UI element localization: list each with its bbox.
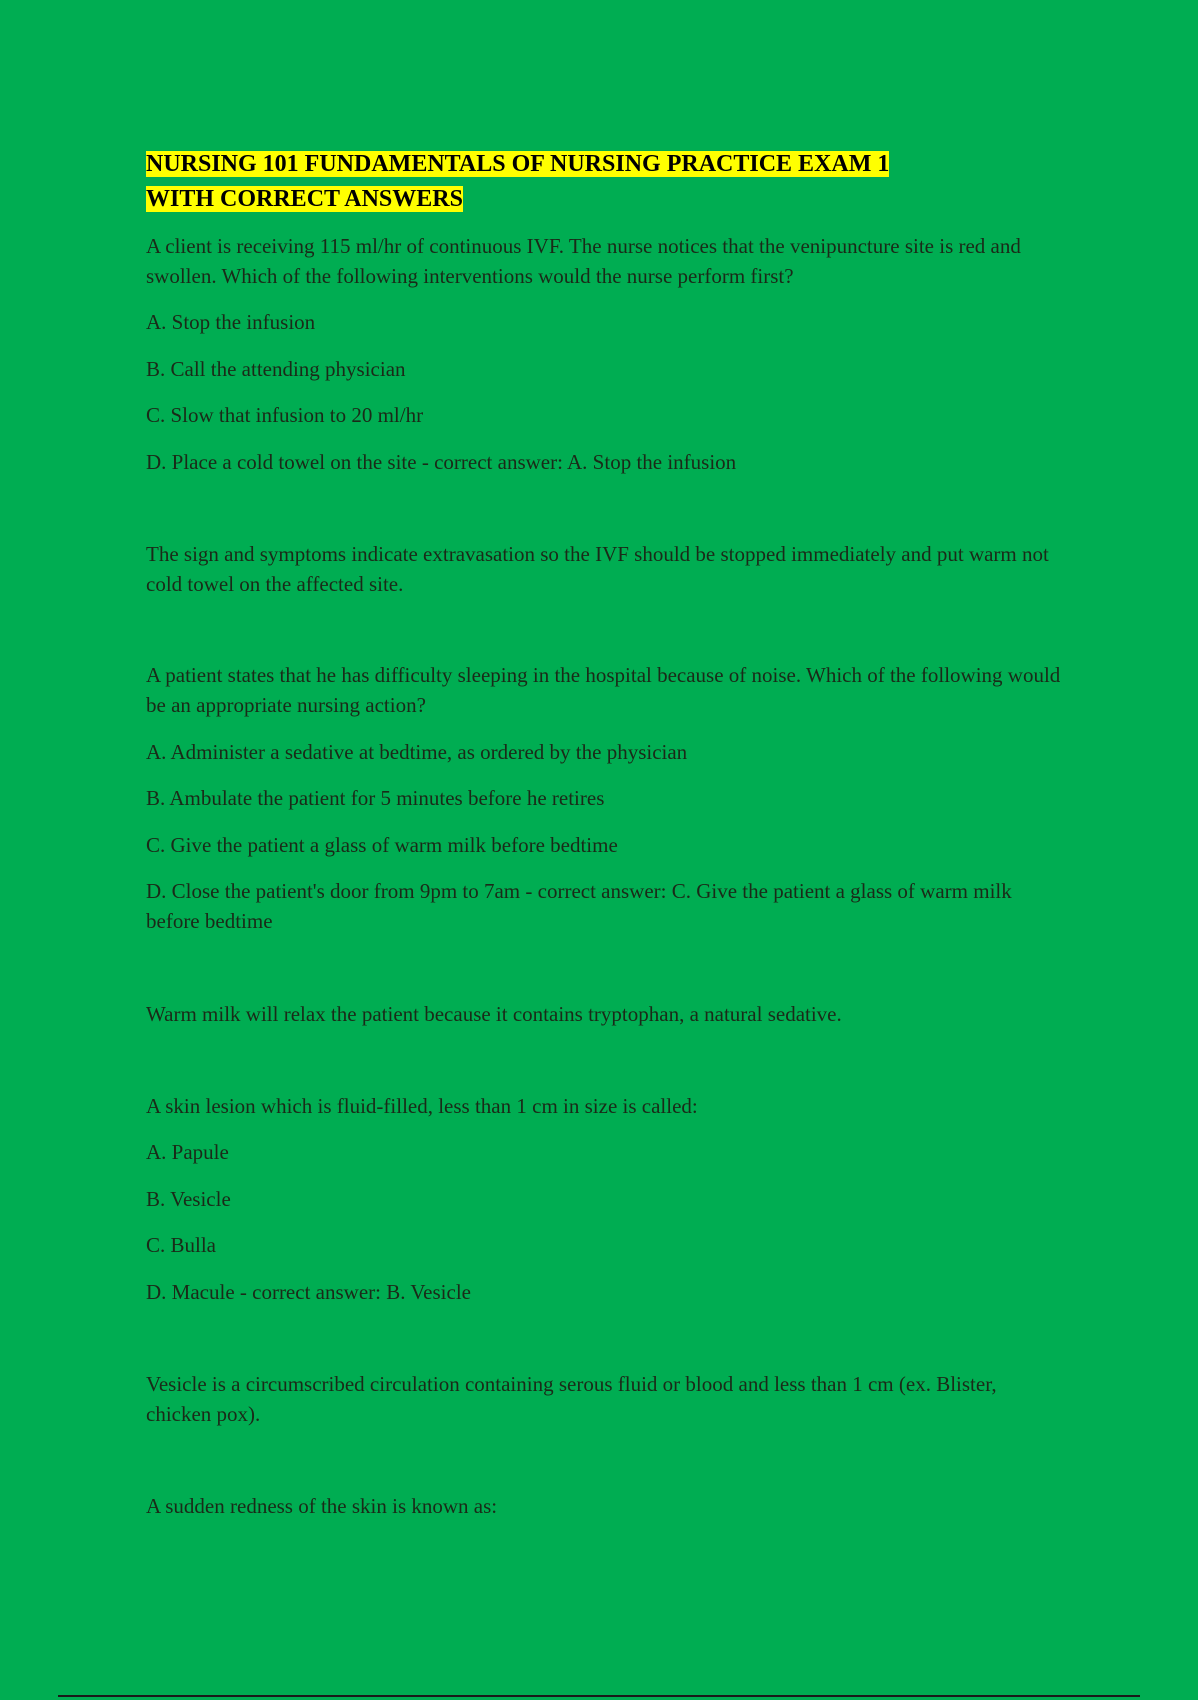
q3-rationale: Vesicle is a circumscribed circulation containing serous fluid or blood and less than 1 cm (ex. Blister, chicken pox). [146,1372,997,1426]
q2-option-a: A. Administer a sedative at bedtime, as ordered by the physician [146,740,688,764]
title-line-2: WITH CORRECT ANSWERS [146,186,463,212]
q1-question: A client is receiving 115 ml/hr of continuous IVF. The nurse notices that the venipuncture site is red and swollen. Which of the following interventions would the nurse perform first? [146,234,1021,288]
q1-rationale: The sign and symptoms indicate extravasation so the IVF should be stopped immediately and put warm not cold towel on the affected site. [146,542,1049,596]
q2-question: A patient states that he has difficulty sleeping in the hospital because of noise. Which of the following would be an appropriate nursing action? [146,663,1061,717]
q1-option-d: D. Place a cold towel on the site - correct answer: A. Stop the infusion [146,450,737,474]
title-line-1: NURSING 101 FUNDAMENTALS OF NURSING PRACTICE EXAM 1 [146,151,890,177]
q4-question: A sudden redness of the skin is known as: [146,1494,498,1518]
q2-option-c: C. Give the patient a glass of warm milk before bedtime [146,833,618,857]
q3-option-d: D. Macule - correct answer: B. Vesicle [146,1280,471,1304]
document-title [146,147,1046,217]
q3-option-b: B. Vesicle [146,1187,231,1211]
q1-option-a: A. Stop the infusion [146,310,316,334]
q2-option-d: D. Close the patient's door from 9pm to 7am - correct answer: C. Give the patient a glass of warm milk before bedtime [146,879,1012,933]
q1-option-b: B. Call the attending physician [146,357,406,381]
page-bottom-rule [58,1695,1140,1697]
q3-option-c: C. Bulla [146,1233,217,1257]
q2-rationale: Warm milk will relax the patient because it contains tryptophan, a natural sedative. [146,1002,842,1026]
q3-question: A skin lesion which is fluid-filled, less than 1 cm in size is called: [146,1094,698,1118]
q3-option-a: A. Papule [146,1140,229,1164]
q2-option-b: B. Ambulate the patient for 5 minutes before he retires [146,786,605,810]
q1-option-c: C. Slow that infusion to 20 ml/hr [146,403,424,427]
